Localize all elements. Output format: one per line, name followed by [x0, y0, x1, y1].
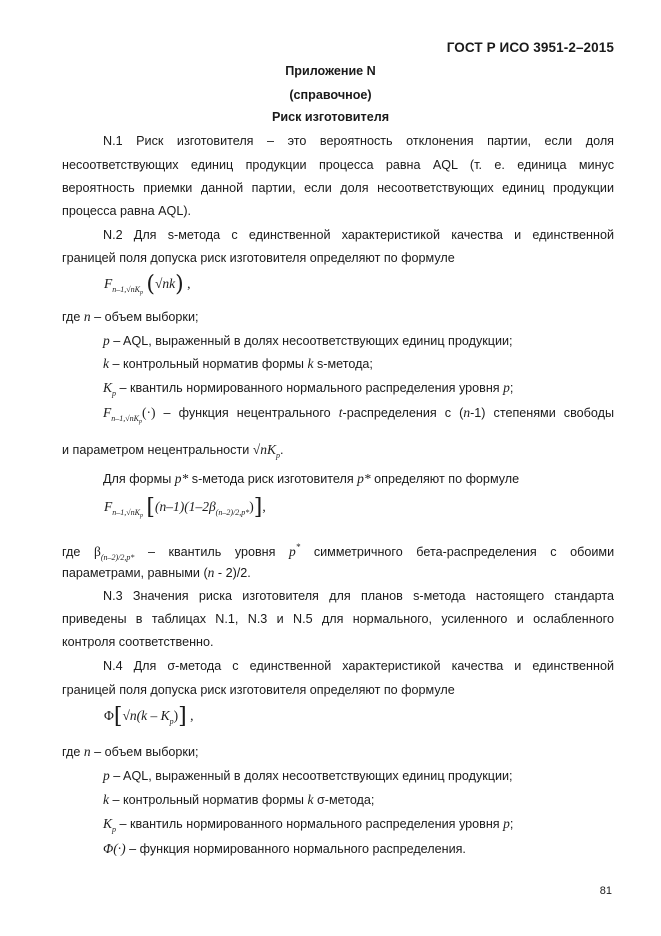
formula-pstar-method: $F_{n-1,√nKp}$ $[(n-1)(1-2\beta_{(n-2)/2,p*})]$,	[104, 495, 266, 520]
where1-k: k – контрольный норматив формы k s-метода;	[103, 356, 373, 371]
para-n2-line1: N.2 Для s-метода с единственной характеристикой качества и единственной	[103, 228, 614, 242]
page-number: 81	[599, 885, 612, 897]
annex-title: Приложение N	[285, 64, 376, 78]
where1-p: p – AQL, выраженный в долях несоответствующих единиц продукции;	[103, 333, 513, 348]
where2-phi: Φ(·) – функция нормированного нормального распределения.	[103, 841, 466, 856]
annex-heading: Риск изготовителя	[271, 110, 390, 124]
standard-number: ГОСТ Р ИСО 3951-2–2015	[446, 40, 614, 55]
annex-subtitle: (справочное)	[289, 88, 372, 102]
para-n3-line3: контроля соответственно.	[62, 635, 214, 649]
noncentral-t-description: $F_{n-1,√nKp}(\cdot)$ – функция нецентрального t-распределения с (n-1) степенями свободы	[103, 405, 614, 425]
where2-k: k – контрольный норматив формы k σ-метода;	[103, 792, 375, 807]
where1-n: где n – объем выборки;	[62, 309, 199, 324]
beta-quantile-definition: где $\beta_{(n-2)/2,p*}$ – квантиль уровня p* симметричного бета-распределения с обоими	[62, 542, 615, 562]
where2-n: где n – объем выборки;	[62, 744, 199, 759]
para-n4-line2: границей поля допуска риск изготовителя определяют по формуле	[62, 683, 455, 697]
para-n1-line2: несоответствующих единиц продукции процесса равна AQL (т. е. единица минус	[62, 158, 614, 172]
para-n1-line1: N.1 Риск изготовителя – это вероятность отклонения партии, если доля	[103, 134, 614, 148]
para-n4-line1: N.4 Для σ-метода с единственной характеристикой качества и единственной	[103, 659, 614, 673]
where1-Kp: $K_p$ – квантиль нормированного нормального распределения уровня p;	[103, 380, 514, 398]
formula-s-method: $F_{n-1,√nKp}$ (√nk) ,	[104, 272, 191, 297]
para-n1-line4: процесса равна AQL).	[62, 204, 192, 218]
formula-sigma-method: $\Phi[√n(k - K_p)]$ ,	[104, 704, 194, 729]
pstar-intro: Для формы p* s-метода риск изготовителя p* определяют по формуле	[103, 471, 520, 486]
where2-Kp: $K_p$ – квантиль нормированного нормального распределения уровня p;	[103, 816, 514, 834]
para-n3-line2: приведены в таблицах N.1, N.3 и N.5 для нормального, усиленного и ослабленного	[62, 612, 614, 626]
para-n2-line2: границей поля допуска риск изготовителя определяют по формуле	[62, 251, 455, 265]
noncentrality-parameter: и параметром нецентральности $√nK_p$.	[62, 442, 284, 460]
para-n1-line3: вероятность приемки данной партии, если доля несоответствующих единиц продукции	[62, 181, 614, 195]
beta-parameters: параметрами, равными (n - 2)/2.	[62, 565, 251, 580]
para-n3-line1: N.3 Значения риска изготовителя для планов s-метода настоящего стандарта	[103, 589, 614, 603]
where2-p: p – AQL, выраженный в долях несоответствующих единиц продукции;	[103, 768, 513, 783]
